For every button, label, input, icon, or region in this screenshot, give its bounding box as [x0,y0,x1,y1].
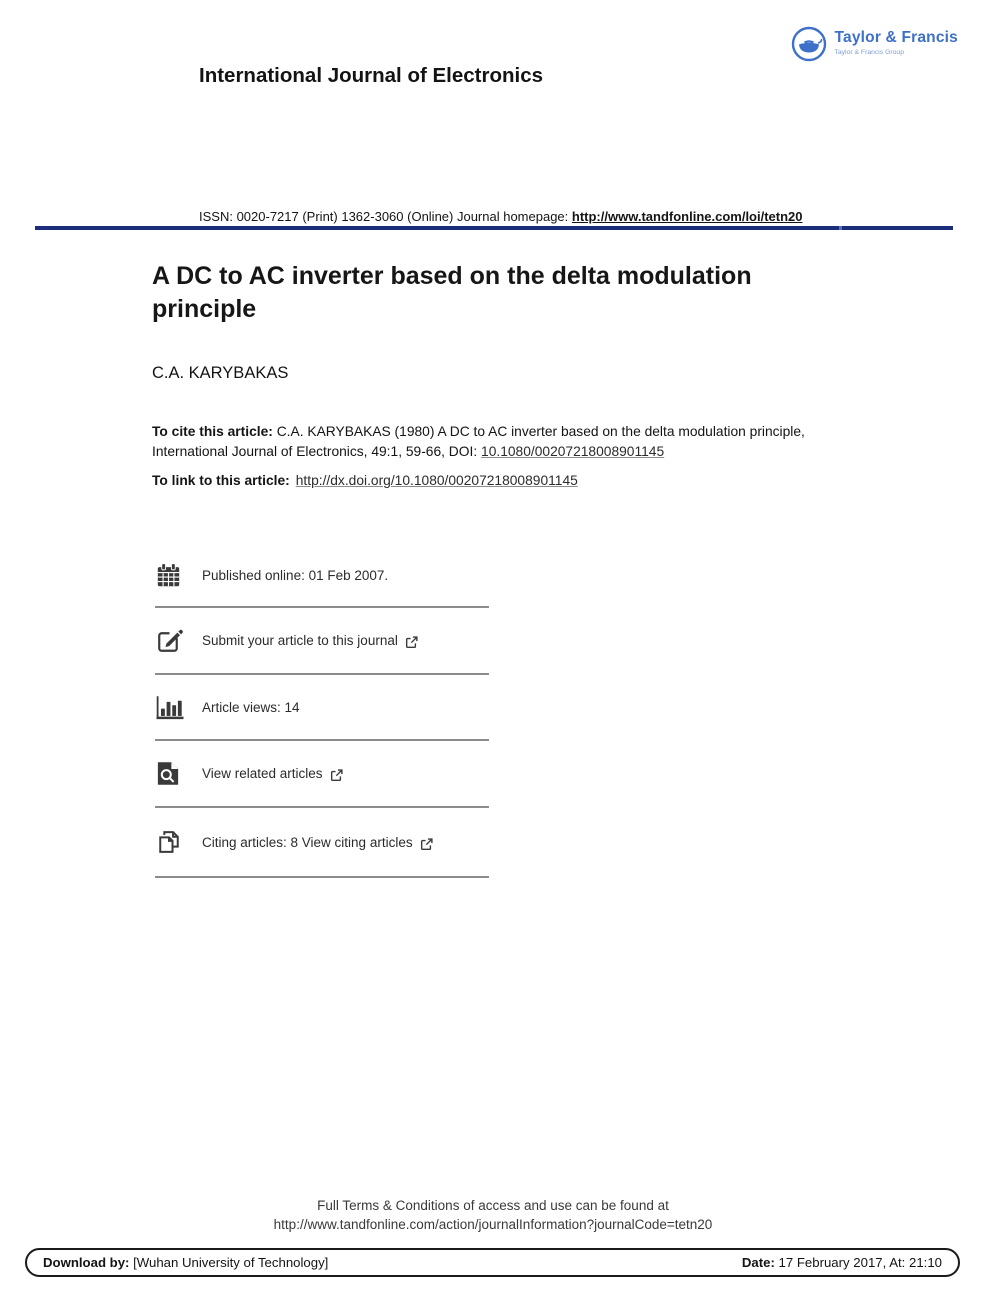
citing-articles-row[interactable] [155,808,489,878]
issn-line [199,209,803,224]
published-online-label: Published online: 01 Feb 2007. [202,568,389,583]
rule-tick [839,226,842,230]
submit-article-label: Submit your article to this journal [202,633,398,648]
date-label: Date: [741,1255,775,1270]
header-rule [35,226,953,230]
citing-articles-label: Citing articles: 8 View citing articles [202,834,413,850]
download-info-bar [25,1248,960,1277]
dx-doi-link[interactable]: http://dx.doi.org/10.1080/00207218008901145 [295,473,578,488]
view-related-row[interactable] [155,741,489,808]
external-link-icon [405,636,418,649]
article-views-row [155,675,489,741]
related-articles-icon [155,760,189,787]
article-author: C.A. KARYBAKAS [152,364,289,382]
taylor-francis-logo[interactable] [791,26,958,62]
published-online-row [155,545,489,608]
issn-text: ISSN: 0020-7217 (Print) 1362-3060 (Online) Journal homepage: [199,209,572,224]
download-by [43,1255,328,1270]
view-related-label: View related articles [202,766,323,781]
submit-pencil-icon [155,626,189,655]
external-link-icon [420,838,433,851]
terms-line1: Full Terms & Conditions of access and use can be found at [317,1198,669,1213]
journal-title: International Journal of Electronics [199,64,544,87]
bar-chart-icon [155,694,189,721]
tf-lamp-icon [791,26,827,62]
download-date [742,1255,942,1270]
journal-homepage-link[interactable]: http://www.tandfonline.com/loi/tetn20 [571,209,803,224]
download-by-value: [Wuhan University of Technology] [129,1255,329,1270]
brand-subname: Taylor & Francis Group [834,49,904,56]
download-by-label: Download by: [43,1255,130,1270]
submit-article-row[interactable] [155,608,489,675]
date-value: 17 February 2017, At: 21:10 [774,1255,942,1270]
link-paragraph [152,473,578,488]
terms-footer [0,1196,986,1234]
brand-name: Taylor & Francis [834,29,958,46]
doi-link[interactable]: 10.1080/00207218008901145 [481,443,665,459]
cite-paragraph [152,422,852,461]
cite-text: C.A. KARYBAKAS (1980) A DC to AC inverter based on the delta modulation principle, International Journal of Electronics, 49:1, 59-66, DOI: [152,424,805,459]
external-link-icon [330,769,343,782]
article-views-label: Article views: 14 [202,699,300,715]
citing-articles-icon [155,828,189,856]
article-title: A DC to AC inverter based on the delta modulation principle [152,262,752,323]
link-label: To link to this article: [152,473,290,488]
calendar-icon [155,562,189,589]
cite-label: To cite this article: [152,424,277,439]
terms-line2[interactable]: http://www.tandfonline.com/action/journalInformation?journalCode=tetn20 [273,1217,713,1232]
article-metrics-list [155,545,489,878]
